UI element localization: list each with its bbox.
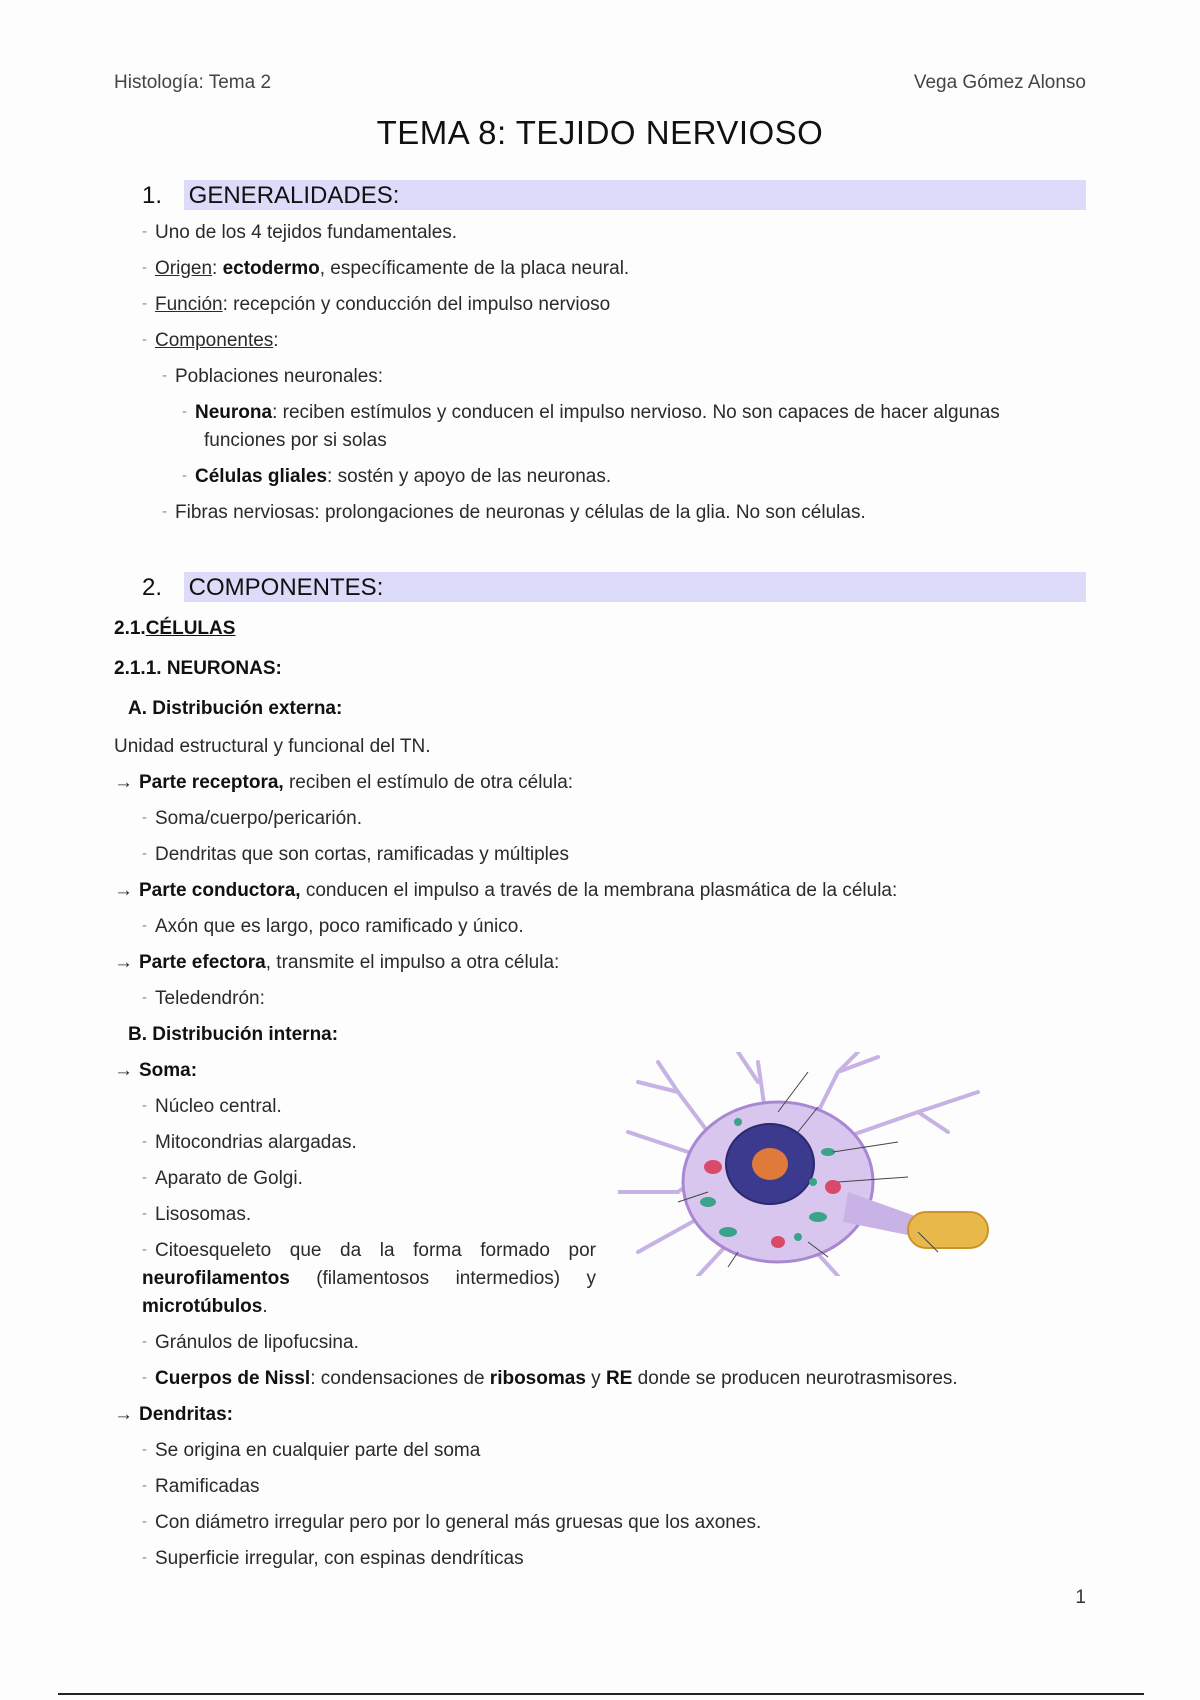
dash-bullet: - bbox=[142, 989, 147, 1006]
list-item-gliales: - Células gliales: sostén y apoyo de las neuronas. bbox=[182, 466, 612, 487]
dash-bullet: - bbox=[162, 367, 167, 384]
arrow-item-soma: → Soma: bbox=[114, 1060, 198, 1081]
dash-bullet: - bbox=[142, 1513, 147, 1530]
dash-bullet: - bbox=[142, 259, 147, 276]
arrow-item-dendritas: → Dendritas: bbox=[114, 1404, 233, 1425]
arrow-item-receptora: → Parte receptora, reciben el estímulo de otra célula: bbox=[114, 772, 574, 793]
section-1-heading bbox=[142, 182, 399, 210]
header-left: Histología: Tema 2 bbox=[114, 72, 272, 93]
list-item-funcion: - Función: recepción y conducción del impulso nervioso bbox=[142, 294, 611, 315]
list-item-neurona-cont: funciones por si solas bbox=[204, 430, 387, 451]
dash-bullet: - bbox=[142, 1097, 147, 1114]
list-item-citoesqueleto-end: microtúbulos. bbox=[142, 1296, 268, 1317]
arrow-item-efectora: → Parte efectora, transmite el impulso a otra célula: bbox=[114, 952, 560, 973]
dash-bullet: - bbox=[182, 403, 187, 420]
dash-bullet: - bbox=[182, 467, 187, 484]
list-item-citoesqueleto: - Citoesqueleto que da la forma formado por bbox=[142, 1240, 596, 1261]
list-item: - Con diámetro irregular pero por lo general más gruesas que los axones. bbox=[142, 1512, 762, 1533]
list-item: - Superficie irregular, con espinas dendríticas bbox=[142, 1548, 524, 1569]
list-item-citoesqueleto-cont: neurofilamentos (filamentosos intermedios) y bbox=[142, 1268, 596, 1289]
arrow-icon: → bbox=[114, 1060, 133, 1081]
list-item-neurona: - Neurona: reciben estímulos y conducen el impulso nervioso. No son capaces de hacer algunas bbox=[182, 402, 1000, 423]
section-number: 1. bbox=[142, 182, 163, 209]
list-item-nissl: - Cuerpos de Nissl: condensaciones de ribosomas y RE donde se producen neurotrasmisores. bbox=[142, 1368, 958, 1389]
section-number: 2. bbox=[142, 574, 163, 601]
dash-bullet: - bbox=[142, 1169, 147, 1186]
list-item: - Aparato de Golgi. bbox=[142, 1168, 303, 1189]
paragraph-unidad: Unidad estructural y funcional del TN. bbox=[114, 736, 431, 757]
dash-bullet: - bbox=[142, 1241, 147, 1258]
list-item: - Gránulos de lipofucsina. bbox=[142, 1332, 359, 1353]
dash-bullet: - bbox=[142, 1205, 147, 1222]
list-item: - Ramificadas bbox=[142, 1476, 260, 1497]
list-item: - Lisosomas. bbox=[142, 1204, 252, 1225]
arrow-icon: → bbox=[114, 952, 133, 973]
page-title: TEMA 8: TEJIDO NERVIOSO bbox=[376, 114, 824, 151]
list-item: - Mitocondrias alargadas. bbox=[142, 1132, 357, 1153]
arrow-icon: → bbox=[114, 1404, 133, 1425]
heading-b: B. Distribución interna: bbox=[128, 1024, 339, 1045]
dash-bullet: - bbox=[142, 917, 147, 934]
dash-bullet: - bbox=[142, 223, 147, 240]
myelin-sheath bbox=[908, 1212, 988, 1248]
dash-bullet: - bbox=[142, 1333, 147, 1350]
list-item: - Núcleo central. bbox=[142, 1096, 282, 1117]
page-number: 1 bbox=[1075, 1587, 1086, 1608]
list-item-origen: - Origen: ectodermo, específicamente de la placa neural. bbox=[142, 258, 630, 279]
dash-bullet: - bbox=[142, 1369, 147, 1386]
dash-bullet: - bbox=[142, 809, 147, 826]
nucleolus bbox=[752, 1148, 788, 1180]
header-right: Vega Gómez Alonso bbox=[913, 72, 1086, 93]
arrow-icon: → bbox=[114, 772, 133, 793]
list-item-componentes: - Componentes: bbox=[142, 330, 279, 351]
list-item: - Se origina en cualquier parte del soma bbox=[142, 1440, 481, 1461]
arrow-item-conductora: → Parte conductora, conducen el impulso a través de la membrana plasmática de la célula: bbox=[114, 880, 898, 901]
footer-divider bbox=[58, 1693, 1144, 1695]
dash-bullet: - bbox=[142, 295, 147, 312]
section-label: COMPONENTES: bbox=[188, 574, 384, 601]
dash-bullet: - bbox=[142, 1441, 147, 1458]
list-item: - Soma/cuerpo/pericarión. bbox=[142, 808, 362, 829]
dash-bullet: - bbox=[142, 1549, 147, 1566]
list-item-fibras: - Fibras nerviosas: prolongaciones de neuronas y células de la glia. No son células. bbox=[162, 502, 866, 523]
list-item: - Teledendrón: bbox=[142, 988, 265, 1009]
subsection-2-1: 2.1.CÉLULAS bbox=[114, 618, 236, 639]
neuron-illustration bbox=[618, 1052, 990, 1276]
dash-bullet: - bbox=[142, 1477, 147, 1494]
list-item: - Dendritas que son cortas, ramificadas y múltiples bbox=[142, 844, 569, 865]
arrow-icon: → bbox=[114, 880, 133, 901]
list-item-poblaciones: - Poblaciones neuronales: bbox=[162, 366, 384, 387]
dash-bullet: - bbox=[162, 503, 167, 520]
dash-bullet: - bbox=[142, 331, 147, 348]
dash-bullet: - bbox=[142, 1133, 147, 1150]
section-2-heading bbox=[142, 574, 383, 602]
subsection-2-1-1: 2.1.1. NEURONAS: bbox=[114, 658, 282, 679]
heading-a: A. Distribución externa: bbox=[128, 698, 343, 719]
list-item: - Uno de los 4 tejidos fundamentales. bbox=[142, 222, 458, 243]
section-label: GENERALIDADES: bbox=[188, 182, 400, 209]
dash-bullet: - bbox=[142, 845, 147, 862]
list-item: - Axón que es largo, poco ramificado y único. bbox=[142, 916, 524, 937]
